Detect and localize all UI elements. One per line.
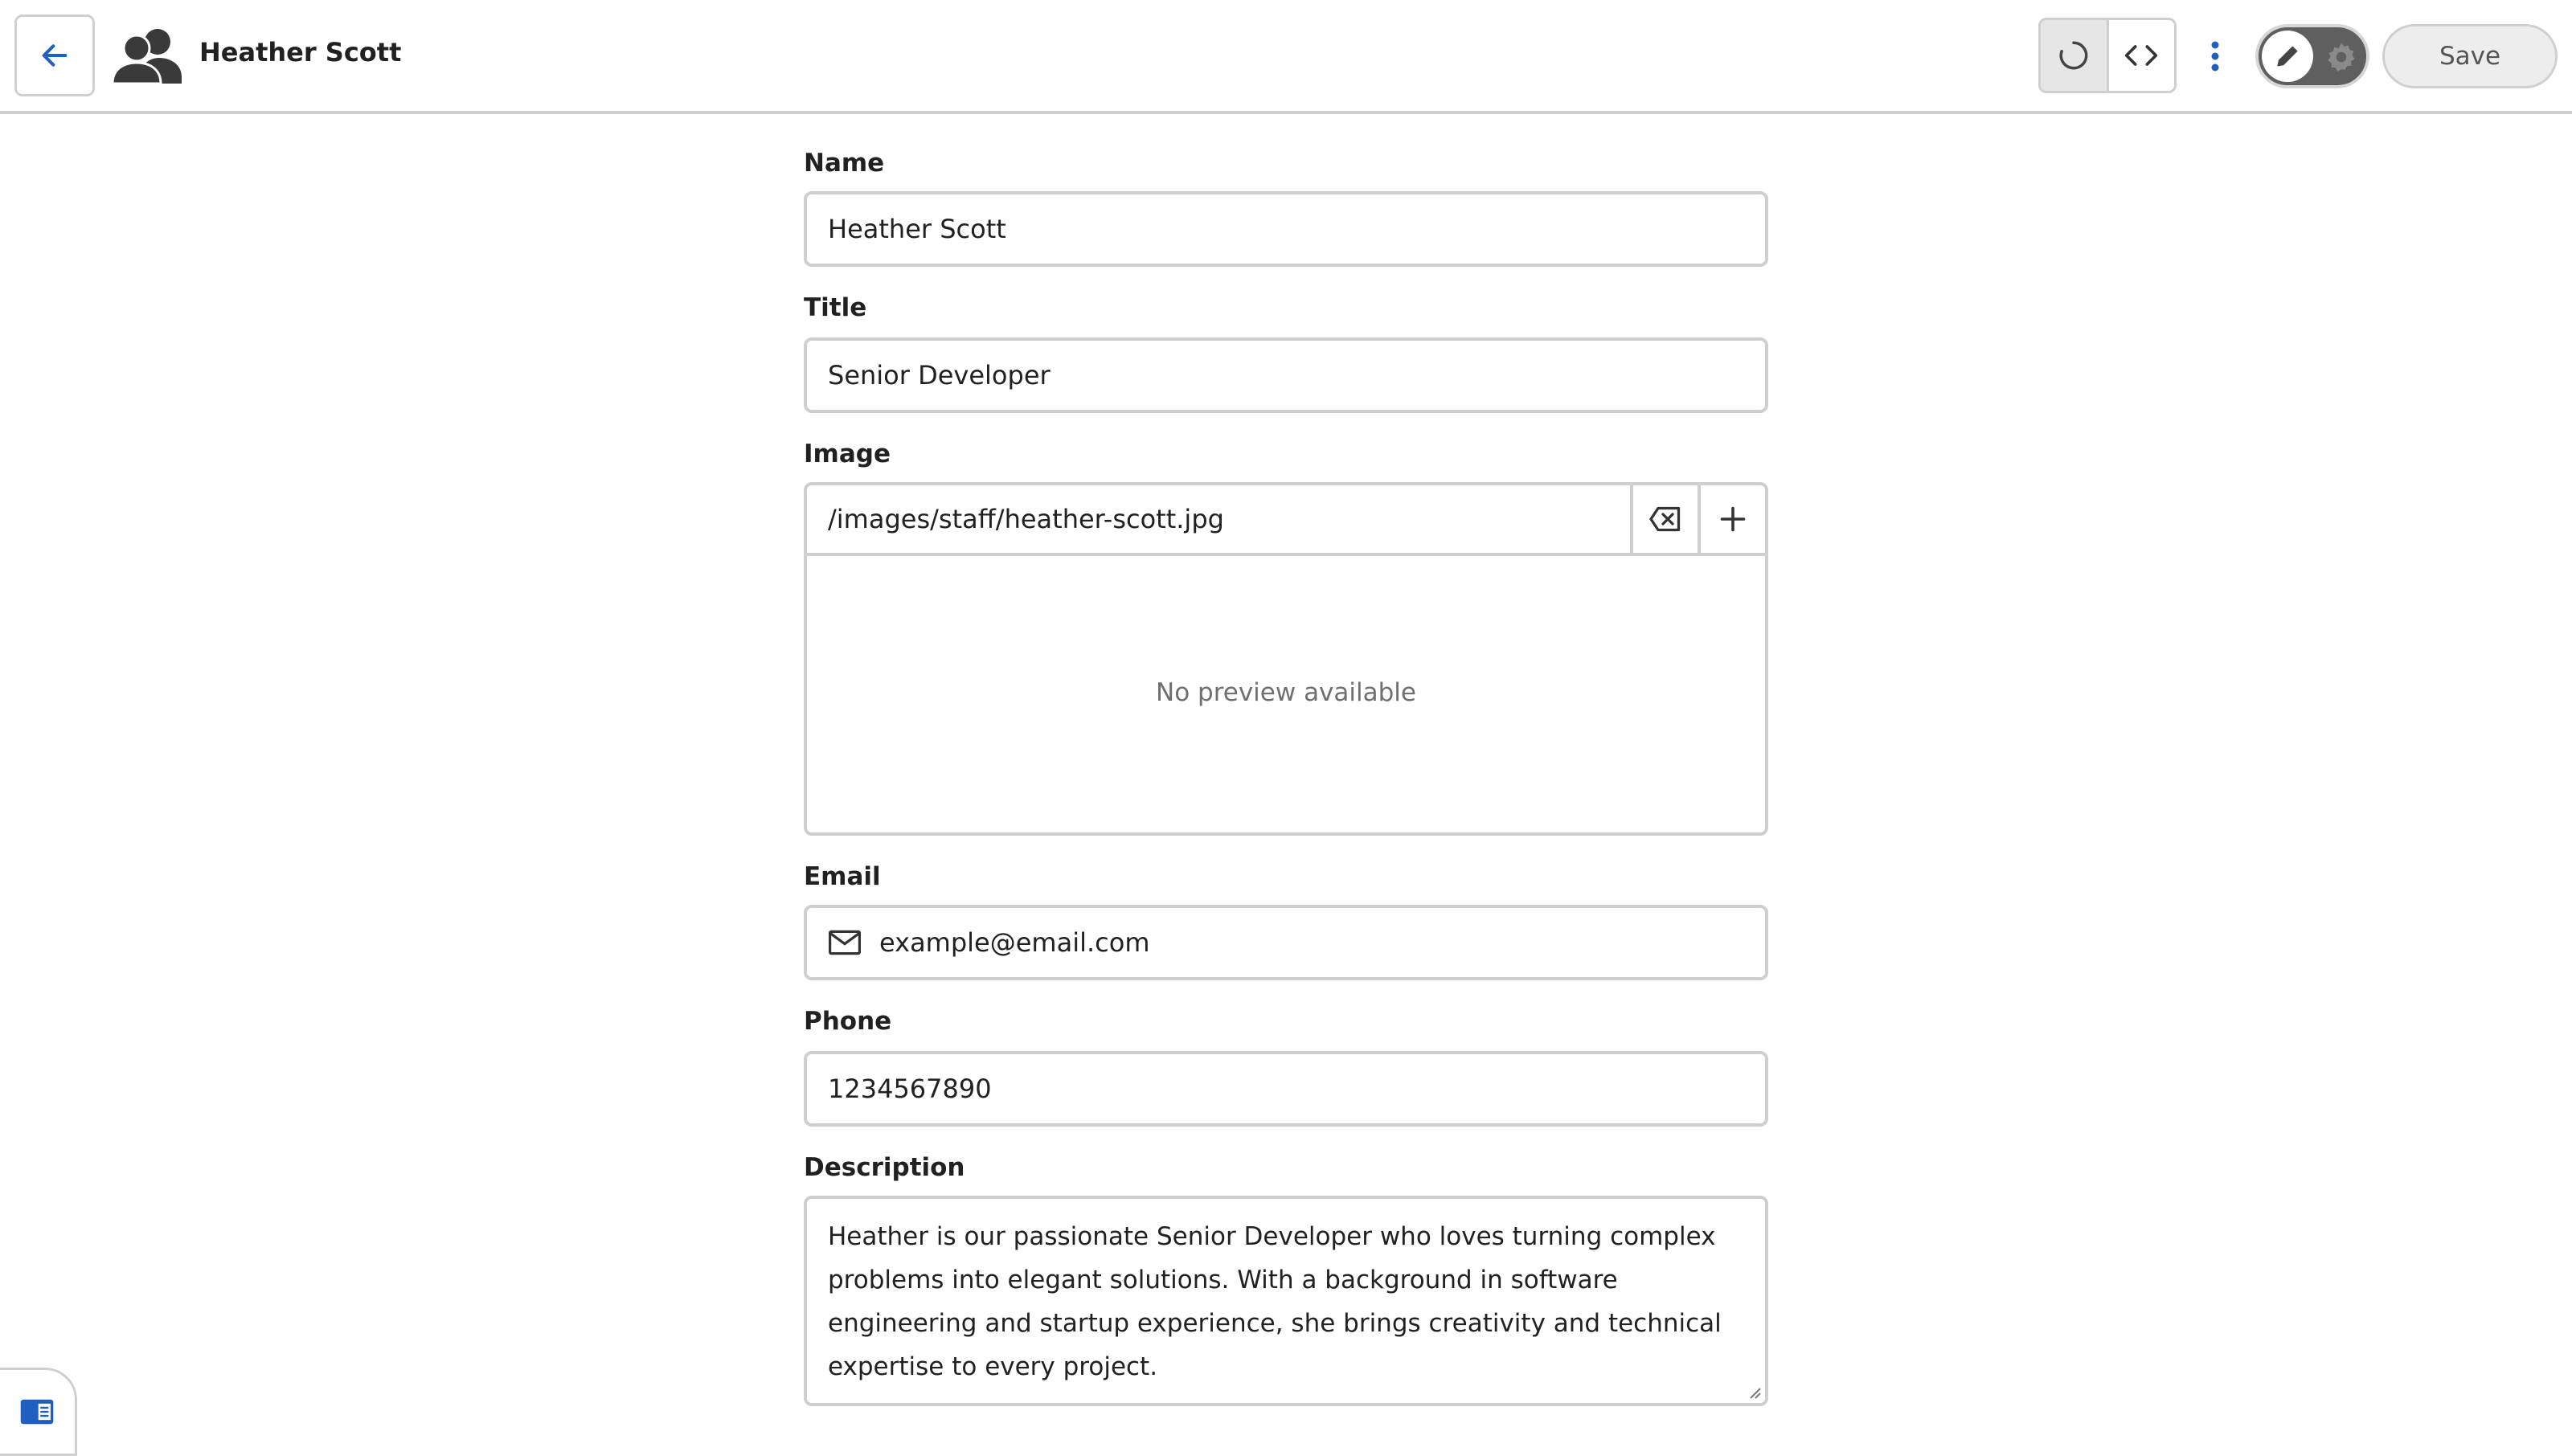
title-field-group [804, 289, 1768, 413]
title-label: Title [804, 293, 867, 322]
image-path-input[interactable] [807, 485, 1630, 553]
image-field-group [804, 436, 1768, 836]
name-field-group [804, 145, 1768, 267]
name-input[interactable] [804, 191, 1768, 267]
description-field-group [804, 1149, 1768, 1406]
backspace-icon [1648, 505, 1682, 534]
phone-value: 1234567890 [828, 1074, 992, 1104]
top-bar [0, 0, 2572, 114]
title-input[interactable] [804, 337, 1768, 413]
users-group-icon [111, 27, 183, 84]
description-value: Heather is our passionate Senior Developer who loves turning complex problems into elegant solutions. With a background in software engineering and startup experience, she brings creativity and technical expertise to every project. [828, 1222, 1722, 1381]
name-label: Name [804, 149, 885, 178]
email-input[interactable] [804, 905, 1768, 980]
mail-icon [828, 930, 862, 955]
kebab-menu-icon [2210, 40, 2220, 72]
image-picker [804, 482, 1768, 836]
clear-image-button[interactable] [1630, 485, 1698, 553]
no-preview-text: No preview available [1156, 678, 1416, 707]
sidebar-panel-icon [19, 1397, 55, 1426]
code-icon [2124, 38, 2159, 73]
back-button[interactable] [14, 14, 95, 96]
email-value: example@email.com [879, 927, 1150, 958]
phone-label: Phone [804, 1007, 892, 1036]
toggle-knob [2262, 31, 2313, 82]
page-title: Heather Scott [199, 37, 402, 67]
more-options-button[interactable] [2197, 32, 2233, 80]
phone-field-group [804, 1003, 1768, 1127]
plus-icon [1718, 505, 1747, 534]
code-view-button[interactable] [2109, 20, 2175, 91]
phone-input[interactable] [804, 1051, 1768, 1127]
view-toggle-group [2038, 18, 2177, 93]
refresh-button[interactable] [2041, 20, 2107, 91]
title-value: Senior Developer [828, 360, 1051, 391]
pencil-icon [2272, 41, 2303, 72]
add-image-button[interactable] [1698, 485, 1765, 553]
name-value: Heather Scott [828, 214, 1006, 244]
description-label: Description [804, 1153, 965, 1182]
save-button[interactable]: Save [2382, 24, 2558, 88]
edit-mode-toggle[interactable] [2255, 24, 2369, 88]
refresh-icon [2057, 39, 2091, 72]
email-label: Email [804, 862, 881, 891]
arrow-left-icon [39, 39, 71, 72]
image-preview [807, 556, 1765, 829]
email-field-group [804, 858, 1768, 980]
image-path-value: /images/staff/heather-scott.jpg [828, 504, 1224, 534]
resize-grip-icon[interactable] [1746, 1384, 1762, 1400]
sidebar-toggle-button[interactable] [0, 1368, 77, 1456]
gear-icon [2324, 40, 2358, 74]
image-label: Image [804, 440, 891, 468]
description-textarea[interactable] [804, 1196, 1768, 1406]
